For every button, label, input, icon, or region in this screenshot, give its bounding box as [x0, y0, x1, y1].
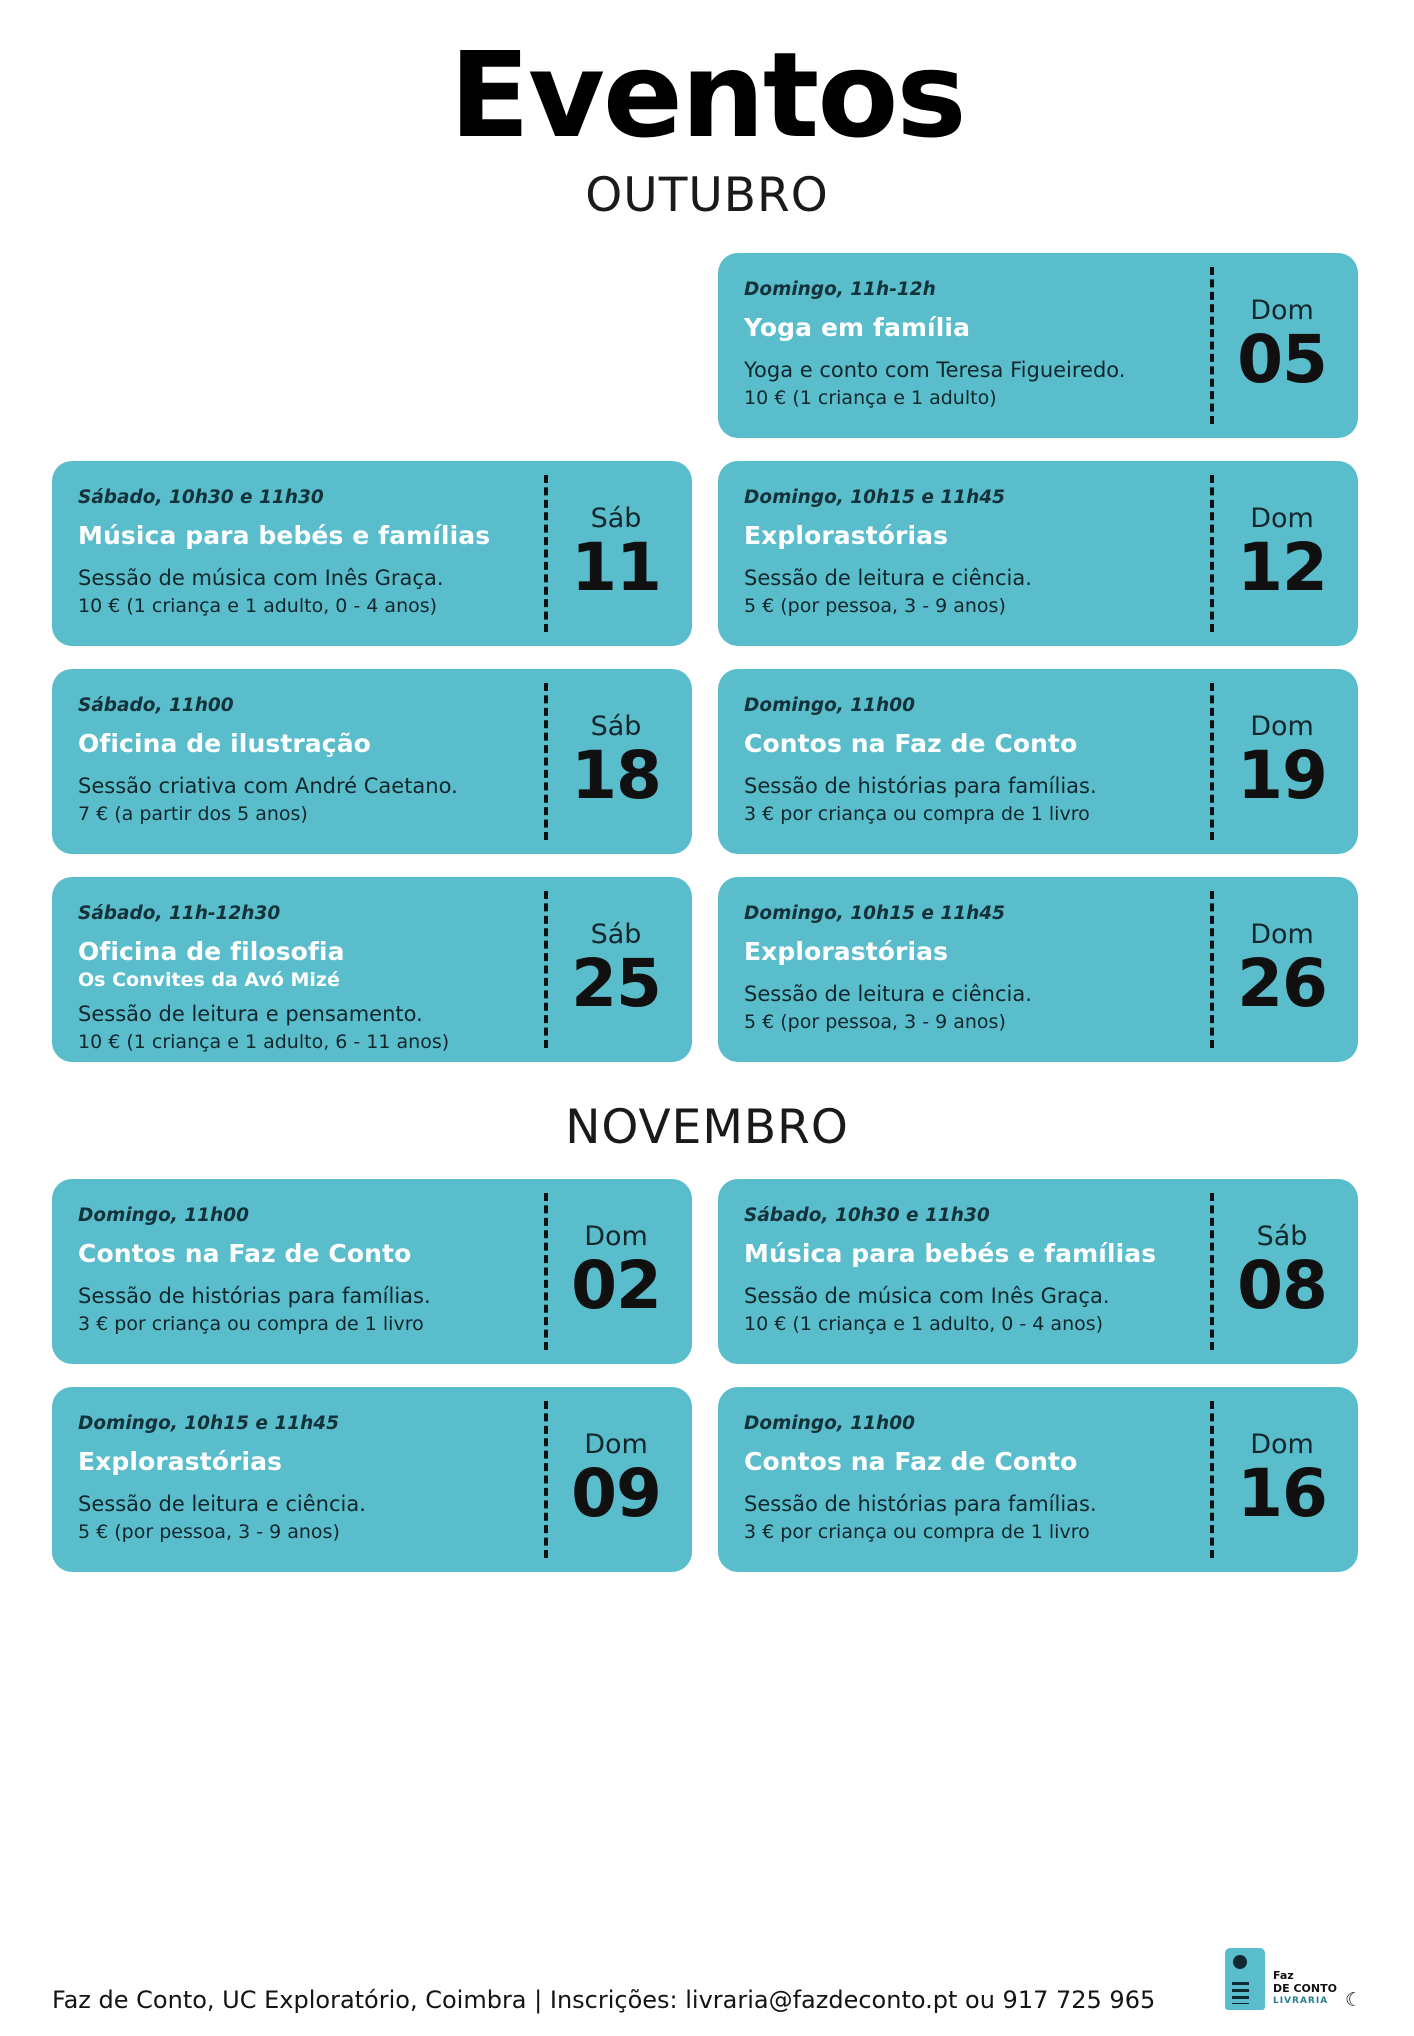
- event-title: Música para bebés e famílias: [78, 521, 491, 551]
- event-day: 08: [1237, 1247, 1327, 1325]
- event-slot: [52, 1179, 692, 1364]
- event-description: Sessão de leitura e ciência.: [744, 981, 1032, 1006]
- month-heading-outubro: OUTUBRO: [585, 168, 829, 223]
- event-title: Oficina de ilustração: [78, 729, 371, 759]
- footer-contact-text: Faz de Conto, UC Exploratório, Coimbra | Inscrições: livraria@fazdeconto.pt ou 917 725 965: [52, 1986, 1156, 2014]
- event-day: 05: [1237, 321, 1327, 399]
- event-title: Explorastórias: [744, 937, 949, 967]
- event-title: Contos na Faz de Conto: [78, 1239, 412, 1269]
- ticket-stub: [1214, 253, 1358, 438]
- event-ticket-oct-05[interactable]: [718, 253, 1358, 438]
- ticket-body: [52, 669, 544, 854]
- ticket-stub: [1214, 1387, 1358, 1572]
- event-when: Sábado, 11h00: [78, 695, 234, 716]
- event-slot: [52, 877, 692, 1062]
- event-when: Domingo, 11h00: [744, 1413, 915, 1434]
- ticket-stub: [1214, 877, 1358, 1062]
- ticket-body: [718, 461, 1210, 646]
- ticket-body: [718, 1387, 1210, 1572]
- faz-de-conto-logo: [1225, 1948, 1362, 2014]
- event-ticket-nov-09[interactable]: [52, 1387, 692, 1572]
- event-price: 5 € (por pessoa, 3 - 9 anos): [744, 1011, 1006, 1034]
- event-description: Sessão de música com Inês Graça.: [744, 1283, 1110, 1308]
- event-weekday: Dom: [1250, 295, 1314, 327]
- event-title: Explorastórias: [78, 1447, 283, 1477]
- ticket-body: [718, 669, 1210, 854]
- event-when: Domingo, 10h15 e 11h45: [78, 1413, 340, 1434]
- event-description: Sessão de música com Inês Graça.: [78, 565, 444, 590]
- event-slot: [718, 1387, 1358, 1572]
- event-price: 10 € (1 criança e 1 adulto): [744, 387, 997, 410]
- event-when: Sábado, 11h-12h30: [78, 903, 281, 924]
- event-price: 3 € por criança ou compra de 1 livro: [744, 803, 1090, 826]
- event-day: 12: [1237, 529, 1327, 607]
- month-heading-novembro: NOVEMBRO: [565, 1100, 849, 1155]
- ticket-body: [718, 1179, 1210, 1364]
- event-when: Domingo, 10h15 e 11h45: [744, 903, 1006, 924]
- event-slot: [718, 253, 1358, 438]
- event-title: Música para bebés e famílias: [744, 1239, 1157, 1269]
- logo-line-1: Faz: [1272, 1969, 1294, 1983]
- event-slot: [52, 669, 692, 854]
- event-weekday: Dom: [1250, 711, 1314, 743]
- logo-line-3: LIVRARIA: [1272, 1996, 1329, 2007]
- event-when: Sábado, 10h30 e 11h30: [744, 1205, 990, 1226]
- ticket-stub: [548, 669, 692, 854]
- event-description: Sessão de histórias para famílias.: [744, 773, 1097, 798]
- event-slot: [718, 669, 1358, 854]
- event-price: 10 € (1 criança e 1 adulto, 0 - 4 anos): [78, 595, 438, 618]
- ticket-body: [52, 1179, 544, 1364]
- event-day: 16: [1237, 1455, 1327, 1533]
- event-title: Explorastórias: [744, 521, 949, 551]
- event-price: 10 € (1 criança e 1 adulto, 6 - 11 anos): [78, 1030, 450, 1053]
- event-subtitle: Os Convites da Avó Mizé: [78, 968, 340, 991]
- event-description: Sessão de leitura e pensamento.: [78, 1001, 423, 1026]
- event-weekday: Dom: [584, 1221, 648, 1253]
- event-title: Oficina de filosofia: [78, 937, 345, 967]
- event-weekday: Dom: [1250, 1429, 1314, 1461]
- event-description: Sessão criativa com André Caetano.: [78, 773, 458, 798]
- logo-line-2: DE CONTO: [1272, 1982, 1337, 1996]
- event-when: Domingo, 10h15 e 11h45: [744, 487, 1006, 508]
- event-when: Domingo, 11h00: [78, 1205, 249, 1226]
- event-title: Contos na Faz de Conto: [744, 1447, 1078, 1477]
- event-day: 11: [571, 529, 661, 607]
- ticket-stub: [1214, 461, 1358, 646]
- event-title: Contos na Faz de Conto: [744, 729, 1078, 759]
- event-ticket-oct-26[interactable]: [718, 877, 1358, 1062]
- event-slot: [52, 461, 692, 646]
- ticket-body: [52, 877, 544, 1062]
- event-ticket-nov-08[interactable]: [718, 1179, 1358, 1364]
- event-price: 10 € (1 criança e 1 adulto, 0 - 4 anos): [744, 1313, 1104, 1336]
- event-ticket-oct-18[interactable]: [52, 669, 692, 854]
- event-price: 7 € (a partir dos 5 anos): [78, 803, 308, 826]
- event-ticket-oct-12[interactable]: [718, 461, 1358, 646]
- event-ticket-oct-25[interactable]: [52, 877, 692, 1062]
- footer: [52, 1948, 1362, 2014]
- ticket-body: [52, 461, 544, 646]
- event-ticket-oct-11[interactable]: [52, 461, 692, 646]
- event-slot: [52, 1387, 692, 1572]
- event-day: 25: [571, 945, 661, 1023]
- ticket-stub: [548, 461, 692, 646]
- moon-icon: ☾: [1344, 1989, 1362, 2011]
- book-icon: [1225, 1948, 1265, 2010]
- poster: [0, 26, 1414, 2036]
- ticket-stub: [548, 877, 692, 1062]
- event-price: 5 € (por pessoa, 3 - 9 anos): [78, 1521, 340, 1544]
- event-slot: [718, 461, 1358, 646]
- outubro-event-grid: [52, 253, 1362, 1062]
- event-weekday: Dom: [1250, 919, 1314, 951]
- ticket-body: [718, 877, 1210, 1062]
- event-when: Domingo, 11h-12h: [744, 279, 936, 300]
- event-weekday: Sáb: [590, 503, 642, 535]
- grid-spacer: [52, 253, 692, 438]
- ticket-stub: [1214, 669, 1358, 854]
- event-slot: [718, 877, 1358, 1062]
- event-title: Yoga em família: [744, 313, 971, 343]
- event-day: 18: [571, 737, 661, 815]
- novembro-event-grid: [52, 1179, 1362, 1572]
- event-weekday: Dom: [1250, 503, 1314, 535]
- event-weekday: Sáb: [590, 919, 642, 951]
- event-when: Domingo, 11h00: [744, 695, 915, 716]
- event-day: 19: [1237, 737, 1327, 815]
- event-day: 02: [571, 1247, 661, 1325]
- ticket-stub: [548, 1179, 692, 1364]
- event-price: 3 € por criança ou compra de 1 livro: [78, 1313, 424, 1336]
- ticket-stub: [548, 1387, 692, 1572]
- event-price: 3 € por criança ou compra de 1 livro: [744, 1521, 1090, 1544]
- event-price: 5 € (por pessoa, 3 - 9 anos): [744, 595, 1006, 618]
- event-description: Sessão de leitura e ciência.: [744, 565, 1032, 590]
- event-ticket-oct-19[interactable]: [718, 669, 1358, 854]
- event-description: Sessão de histórias para famílias.: [78, 1283, 431, 1308]
- ticket-body: [718, 253, 1210, 438]
- event-weekday: Sáb: [1256, 1221, 1308, 1253]
- event-day: 09: [571, 1455, 661, 1533]
- event-ticket-nov-16[interactable]: [718, 1387, 1358, 1572]
- event-description: Yoga e conto com Teresa Figueiredo.: [744, 357, 1126, 382]
- logo-wordmark: [1273, 1970, 1337, 2010]
- event-slot: [718, 1179, 1358, 1364]
- event-weekday: Dom: [584, 1429, 648, 1461]
- ticket-body: [52, 1387, 544, 1572]
- event-description: Sessão de histórias para famílias.: [744, 1491, 1097, 1516]
- ticket-stub: [1214, 1179, 1358, 1364]
- event-when: Sábado, 10h30 e 11h30: [78, 487, 324, 508]
- event-weekday: Sáb: [590, 711, 642, 743]
- event-description: Sessão de leitura e ciência.: [78, 1491, 366, 1516]
- event-day: 26: [1237, 945, 1327, 1023]
- event-ticket-nov-02[interactable]: [52, 1179, 692, 1364]
- page-title: Eventos: [449, 26, 965, 164]
